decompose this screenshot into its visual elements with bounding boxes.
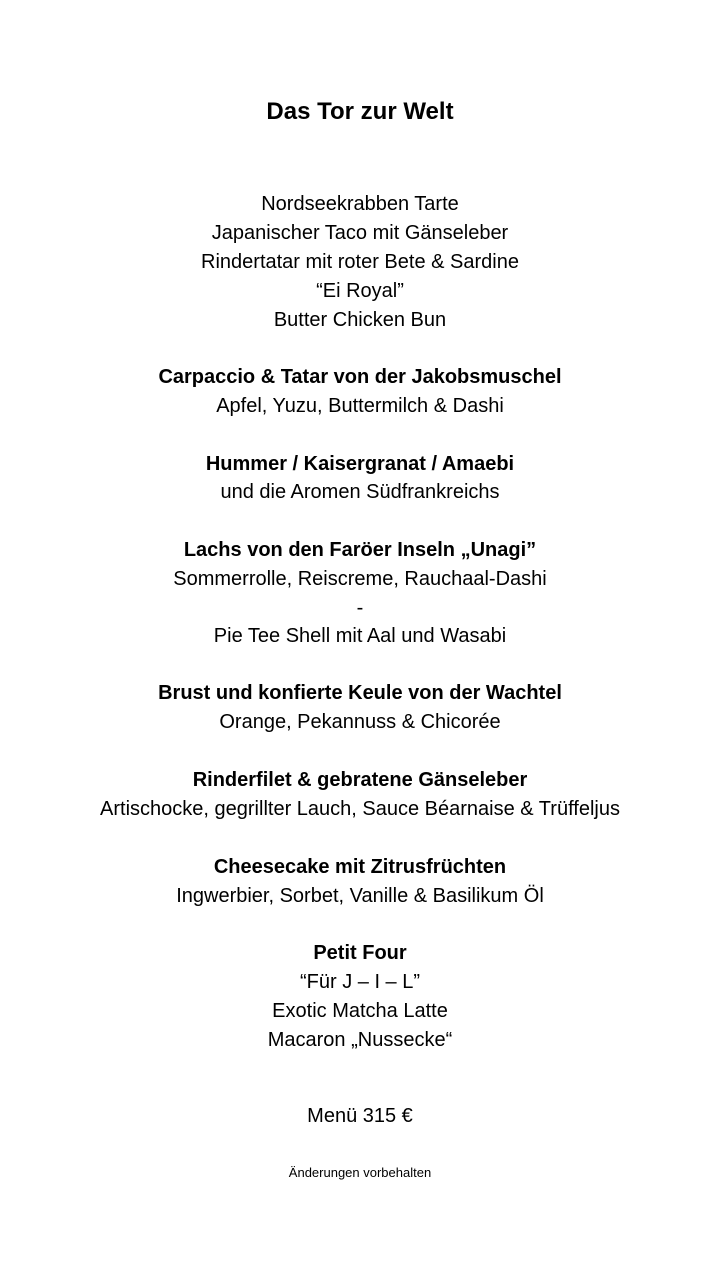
course-detail: Apfel, Yuzu, Buttermilch & Dashi xyxy=(216,395,504,417)
amuse-item: Butter Chicken Bun xyxy=(273,309,447,331)
course-title: Brust und konfierte Keule von der Wachtel xyxy=(158,682,562,704)
menu-price: Menü 315 € xyxy=(307,1105,413,1127)
amuse-item: Japanischer Taco mit Gänseleber xyxy=(211,222,509,244)
course-detail: Exotic Matcha Latte xyxy=(272,1000,448,1022)
course-detail: Ingwerbier, Sorbet, Vanille & Basilikum Öl xyxy=(176,885,544,907)
course-title: Lachs von den Faröer Inseln „Unagi” xyxy=(183,539,537,561)
course-detail: Macaron „Nussecke“ xyxy=(267,1029,453,1051)
course-title: Petit Four xyxy=(313,942,407,964)
disclaimer-note: Änderungen vorbehalten xyxy=(288,1165,432,1180)
course-detail: Artischocke, gegrillter Lauch, Sauce Béarnaise & Trüffeljus xyxy=(100,798,620,820)
amuse-item: Nordseekrabben Tarte xyxy=(261,193,459,215)
course-title: Carpaccio & Tatar von der Jakobsmuschel xyxy=(158,366,562,388)
course-detail: “Für J – I – L” xyxy=(299,971,421,993)
course-title: Rinderfilet & gebratene Gänseleber xyxy=(192,769,528,791)
amuse-item: “Ei Royal” xyxy=(316,280,404,302)
menu-title: Das Tor zur Welt xyxy=(266,98,454,125)
course-detail: und die Aromen Südfrankreichs xyxy=(220,481,500,503)
course-detail-separator: - xyxy=(356,597,364,619)
amuse-item: Rindertatar mit roter Bete & Sardine xyxy=(201,251,519,273)
course-title: Hummer / Kaisergranat / Amaebi xyxy=(205,453,515,475)
course-title: Cheesecake mit Zitrusfrüchten xyxy=(213,856,507,878)
course-detail: Sommerrolle, Reiscreme, Rauchaal-Dashi xyxy=(173,568,547,590)
course-detail: Pie Tee Shell mit Aal und Wasabi xyxy=(213,625,507,647)
course-detail: Orange, Pekannuss & Chicorée xyxy=(219,711,501,733)
